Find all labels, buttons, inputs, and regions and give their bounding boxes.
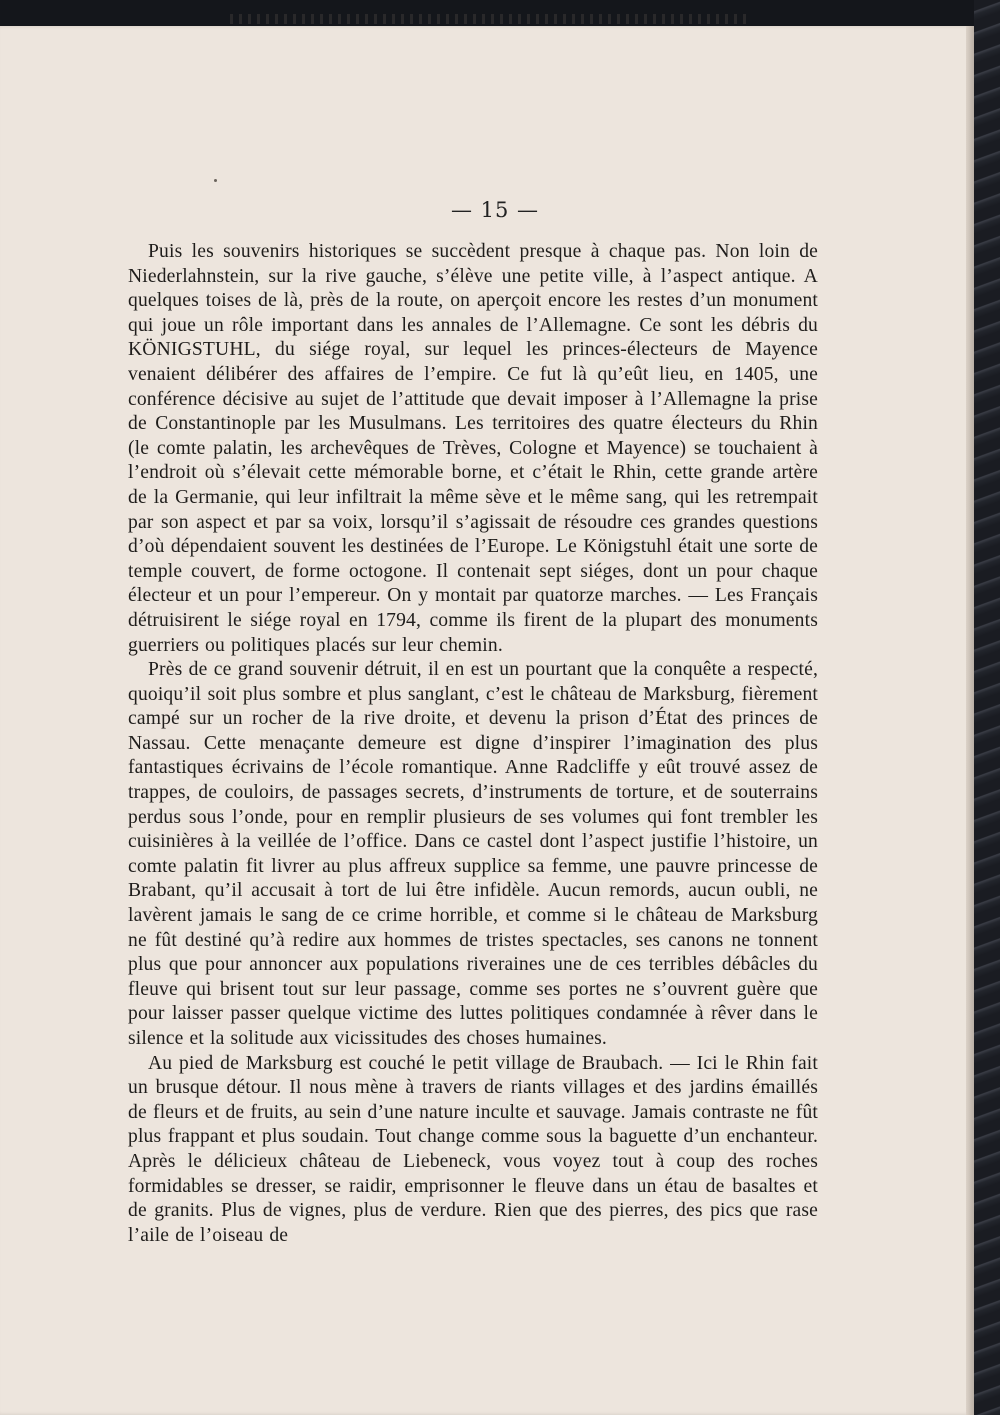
page-edge (966, 26, 974, 1415)
top-dark-margin (0, 0, 974, 26)
paper-speck (214, 179, 217, 182)
page-number: — 15 — (450, 198, 540, 222)
bleed-through-marks (230, 14, 750, 24)
binding-strip (974, 0, 1000, 1415)
paragraph-braubach: Au pied de Marksburg est couché le petit village de Braubach. — Ici le Rhin fait un brusque détour. Il nous mène à travers de riants villages et des jardins émaillés de fleurs et de fruits, au sein d’une nature inculte et sauvage. Jamais contraste ne fût plus frappant et plus soudain. Tout change comme sous la baguette d’un enchanteur. Après le délicieux château de Liebeneck, vous voyez tout à coup des roches formidables se dresser, se raidir, emprisonner le fleuve dans un étau de basaltes et de granits. Plus de vignes, plus de verdure. Rien que des pierres, des pics que rase l’aile de l’oiseau de (128, 1052, 818, 1246)
paragraph-marksburg: Près de ce grand souvenir détruit, il en est un pourtant que la conquête a respecté, quoiqu’il soit plus sombre et plus sanglant, c’est le château de Marksburg, fièrement campé sur un rocher de la rive droite, et devenu la prison d’État des princes de Nassau. Cette menaçante demeure est digne d’inspirer l’imagination des plus fantastiques écrivains de l’école romantique. Anne Radcliffe y eût trouvé assez de trappes, de couloirs, de passages secrets, d’instruments de torture, et de souterrains perdus sous l’onde, pour en remplir plusieurs de ses volumes qui font trembler les cuisinières à la veillée de l’office. Dans ce castel dont l’aspect justifie l’histoire, un comte palatin fit livrer au plus affreux supplice sa femme, une pauvre princesse de Brabant, qu’il accusait à tort de lui être infidèle. Aucun remords, aucun oubli, ne lavèrent jamais le sang de ce crime horrible, et comme si le château de Marksburg ne fût destiné qu’à redire aux hommes de tristes spectacles, ses canons ne tonnent plus que pour annoncer aux populations riveraines une de ces terribles débâcles du fleuve qui brisent tout sur leur passage, comme ses portes ne s’ouvrent guère que pour laisser passer quelque victime des luttes politiques condamnée à rêver dans le silence et la solitude aux vicissitudes des choses humaines. (128, 659, 818, 1049)
paragraph-konigstuhl: Puis les souvenirs historiques se succèdent presque à chaque pas. Non loin de Niederlahnstein, sur la rive gauche, s’élève une petite ville, à l’aspect antique. A quelques toises de là, près de la route, on aperçoit encore les restes d’un monument qui joue un rôle important dans les annales de l’Allemagne. Ce sont les débris du KÖNIGSTUHL, du siége royal, sur lequel les princes-électeurs de Mayence venaient délibérer des affaires de l’empire. Ce fut là qu’eût lieu, en 1405, une conférence décisive au sujet de l’attitude que devait imposer à l’Allemagne la prise de Constantinople par les Musulmans. Les territoires des quatre électeurs du Rhin (le comte palatin, les archevêques de Trèves, Cologne et Mayence) se touchaient à l’endroit où s’élevait cette mémorable borne, et c’était le Rhin, cette grande artère de la Germanie, qui leur infiltrait la même sève et le même sang, qui les retrempait par son aspect et par sa voix, lorsqu’il s’agissait de résoudre ces grandes questions d’où dépendaient souvent les destinées de l’Europe. Le Königstuhl était une sorte de temple couvert, de forme octogone. Il contenait sept siéges, dont un pour chaque électeur et un pour l’empereur. On y montait par quatorze marches. — Les Français détruisirent le siége royal en 1794, comme ils firent de la plupart des monuments guerriers ou politiques placés sur leur chemin. (128, 241, 818, 656)
body-text (128, 240, 818, 1248)
book-page (0, 26, 973, 1415)
